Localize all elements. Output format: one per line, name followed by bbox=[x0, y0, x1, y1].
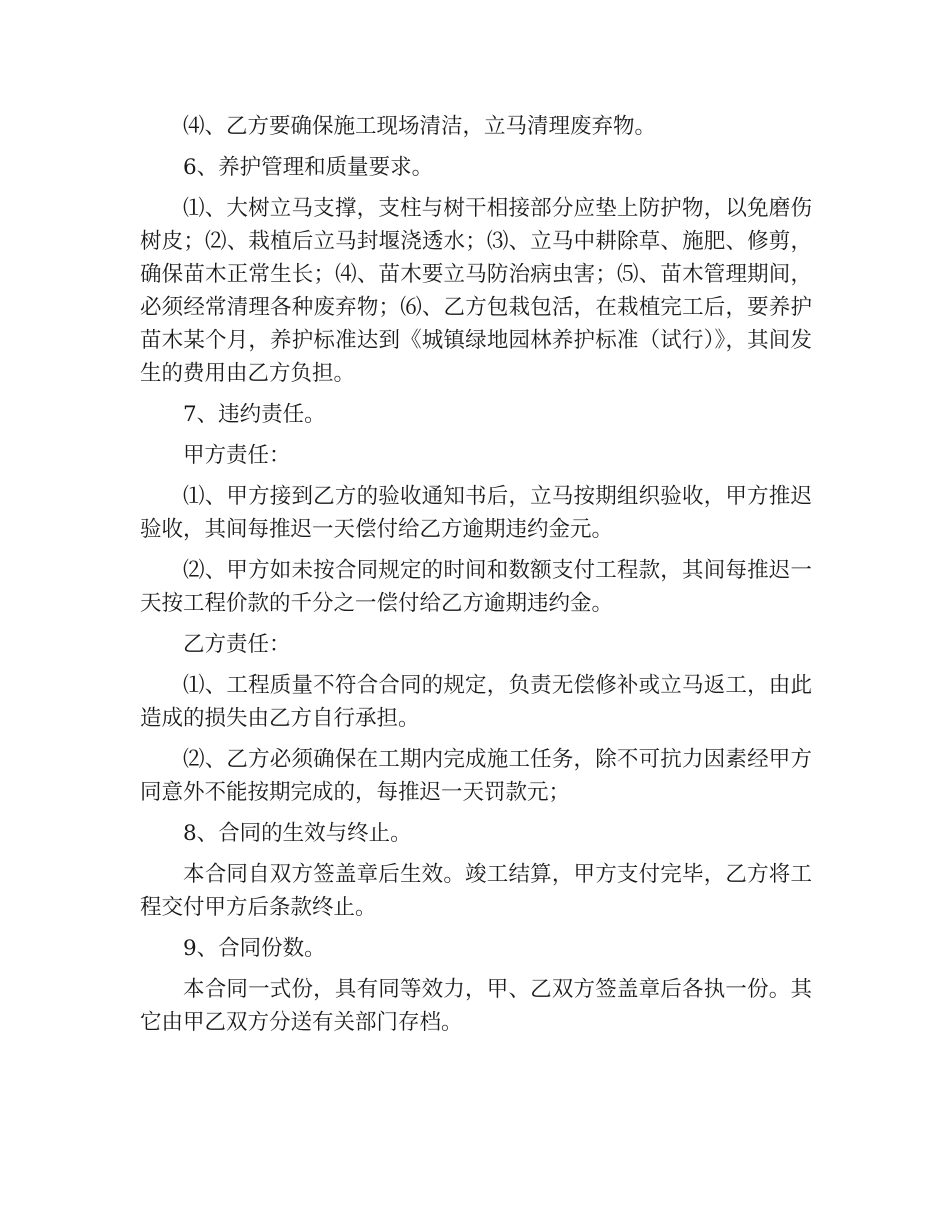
section-9-heading: 9、合同份数。 bbox=[183, 936, 326, 961]
party-a-liability-1: ⑴、甲方接到乙方的验收通知书后，立马按期组织验收，甲方推迟验收，其间每推迟一天偿付给乙方逾期违约金元。 bbox=[140, 484, 812, 542]
party-a-liability-2: ⑵、甲方如未按合同规定的时间和数额支付工程款，其间每推迟一天按工程价款的千分之一偿付给乙方逾期违约金。 bbox=[140, 558, 812, 616]
section-8-heading: 8、合同的生效与终止。 bbox=[183, 821, 412, 846]
party-b-liability-1: ⑴、工程质量不符合合同的规定，负责无偿修补或立马返工，由此造成的损失由乙方自行承担。 bbox=[140, 673, 812, 731]
section-9-body: 本合同一式份，具有同等效力，甲、乙双方签盖章后各执一份。其它由甲乙双方分送有关部门存档。 bbox=[140, 977, 812, 1035]
party-b-liability-heading: 乙方责任： bbox=[183, 632, 291, 657]
clause-4-site-cleanliness: ⑷、乙方要确保施工现场清洁，立马清理废弃物。 bbox=[183, 114, 657, 139]
party-b-liability-2: ⑵、乙方必须确保在工期内完成施工任务，除不可抗力因素经甲方同意外不能按期完成的，每推迟一天罚款元； bbox=[140, 747, 812, 805]
section-6-heading: 6、养护管理和质量要求。 bbox=[183, 155, 434, 180]
section-8-body: 本合同自双方签盖章后生效。竣工结算，甲方支付完毕，乙方将工程交付甲方后条款终止。 bbox=[140, 862, 812, 920]
section-6-body: ⑴、大树立马支撑，支柱与树干相接部分应垫上防护物，以免磨伤树皮；⑵、栽植后立马封堰浇透水；⑶、立马中耕除草、施肥、修剪，确保苗木正常生长；⑷、苗木要立马防治病虫害；⑸、苗木管理期间，必须经常清理各种废弃物；⑹、乙方包栽包活，在栽植完工后，要养护苗木某个月，养护标准达到《城镇绿地园林养护标准（试行）》，其间发生的费用由乙方负担。 bbox=[140, 196, 812, 386]
party-a-liability-heading: 甲方责任： bbox=[183, 443, 291, 468]
section-7-heading: 7、违约责任。 bbox=[183, 402, 326, 427]
document-page bbox=[140, 110, 812, 1047]
